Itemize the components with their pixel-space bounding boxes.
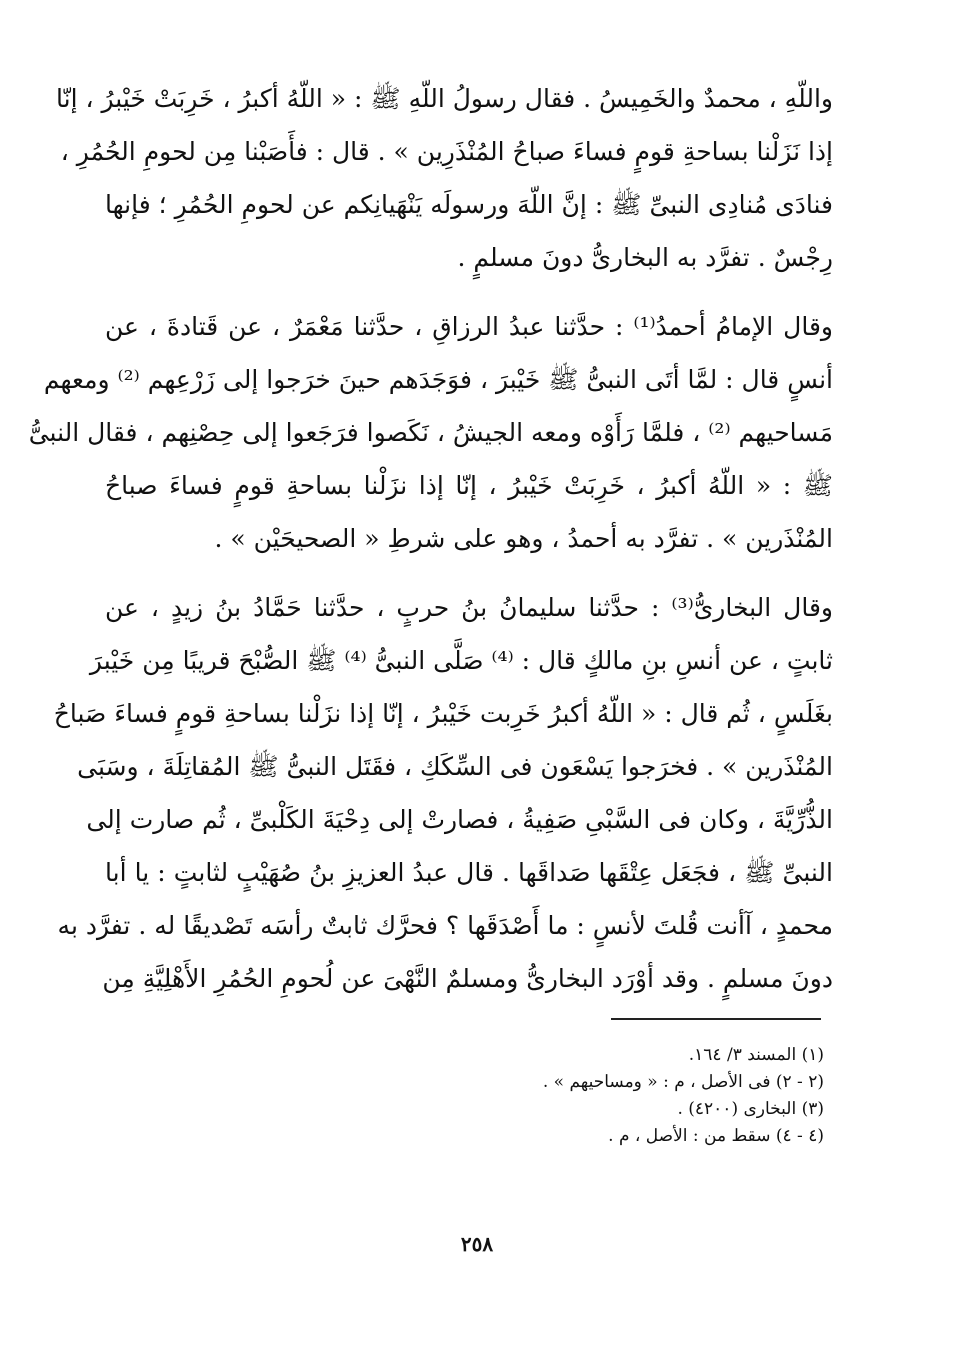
footnotes bbox=[324, 1042, 824, 1150]
paragraph-2 bbox=[28, 300, 833, 565]
text-line: الذُّرِّيَّةَ ، وكان فى السَّبْىِ صَفِيةُ ، فصارتْ إلى دِحْيَةَ الكَلْبىِّ ، ثُم صارت إلى bbox=[86, 805, 833, 834]
paragraph-1 bbox=[56, 72, 833, 284]
text-line: ثابتٍ ، عن أنسِ بنِ مالكٍ قال : ⁽⁴⁾ صَلَّى النبىُّ ⁽⁴⁾ ﷺ الصُّبْحَ قريبًا مِن خَيْبرَ bbox=[89, 646, 833, 675]
footnote-3: (٣) البخارى (٤٢٠٠) . bbox=[677, 1099, 824, 1119]
footnote-1: (١) المسند ٣/ ١٦٤. bbox=[688, 1045, 824, 1065]
text-line: مَساحيهم ⁽²⁾ ، فلمَّا رَأَوْه ومعه الجيشُ ، نَكَصوا فرَجَعوا إلى حِصْنِهم ، فقال النبىُّ bbox=[28, 418, 833, 447]
text-line: أنسٍ قال : لمَّا أتَى النبىُّ ﷺ خَيْبرَ ، فوَجَدَهم حينَ خرَجوا إلى زَرْعِهم ⁽²⁾ ومعهم bbox=[43, 365, 833, 394]
text-line: دونَ مسلمٍ . وقد أوْرَد البخارىُّ ومسلمٌ النَّهْىَ عن لُحومِ الحُمُرِ الأَهْلِيَّةِ مِن bbox=[102, 964, 833, 993]
text-line: رِجْسٌ . تفرَّد به البخارىُّ دونَ مسلمٍ . bbox=[457, 243, 833, 272]
text-line: وقال البخارىُّ⁽³⁾ : حدَّثنا سليمانُ بنُ حربٍ ، حدَّثنا حَمَّادُ بنُ زيدٍ ، عن bbox=[105, 593, 833, 622]
text-line: واللّهِ ، محمدٌ والخَمِيسُ . فقال رسولُ اللّهِ ﷺ : « اللّهُ أكبرُ ، خَرِبَتْ خَيْبرُ ، إنّا bbox=[56, 84, 833, 113]
footnote-2: (٢ - ٢) فى الأصل ، م : « ومساحيهم » . bbox=[542, 1072, 824, 1092]
text-line: ﷺ : « اللّهُ أكبرُ ، خَرِبَتْ خَيْبرُ ، إنّا إذا نزَلْنا بساحةِ قومٍ فساءَ صباحُ bbox=[105, 471, 833, 500]
text-line: فنادَى مُنادِى النبىِّ ﷺ : إنَّ اللّهَ ورسولَه يَنْهَيانِكم عن لحومِ الحُمُرِ ؛ فإنها bbox=[105, 190, 833, 219]
text-line: المُنْذَرين » . فخرَجوا يَسْعَون فى السِّكَكِ ، فقَتَل النبىُّ ﷺ المُقاتِلَةَ ، وسَبَى bbox=[77, 752, 833, 781]
footnote-divider bbox=[611, 1018, 821, 1020]
text-line: إذا نَزَلْنا بساحةِ قومٍ فساءَ صباحُ المُنْذَرِين » . قال : فأَصَبْنا مِن لحومِ الحُمُرِ ، bbox=[60, 137, 833, 166]
paragraph-3 bbox=[53, 581, 833, 1005]
text-line: النبىِّ ﷺ ، فجَعَل عِتْقَها صَداقَها . قال عبدُ العزيزِ بنُ صُهَيْبٍ لثابتٍ : يا أبا bbox=[105, 858, 833, 887]
text-line: محمدٍ ، آأنت قُلتَ لأنسٍ : ما أَصْدَقَها ؟ فحرَّك ثابتٌ رأسَه تَصْديقًا له . تفرَّد به bbox=[57, 911, 833, 940]
text-line: وقال الإمامُ أحمدُ⁽¹⁾ : حدَّثنا عبدُ الرزاقِ ، حدَّثنا مَعْمَرٌ ، عن قَتادةَ ، عن bbox=[105, 312, 833, 341]
text-line: بغَلَسٍ ، ثُم قال : « اللّهُ أكبرُ خَرِبت خَيْبرُ ، إنّا إذا نزَلْنا بساحةِ قومٍ فساءَ صَباحُ bbox=[53, 699, 833, 728]
page-number: ٢٥٨ bbox=[460, 1232, 494, 1256]
text-line: المُنْذَرين » . تفرَّد به أحمدُ ، وهو على شرطِ « الصحيحَيْن » . bbox=[214, 524, 833, 553]
footnote-4: (٤ - ٤) سقط من : الأصل ، م . bbox=[608, 1126, 824, 1146]
